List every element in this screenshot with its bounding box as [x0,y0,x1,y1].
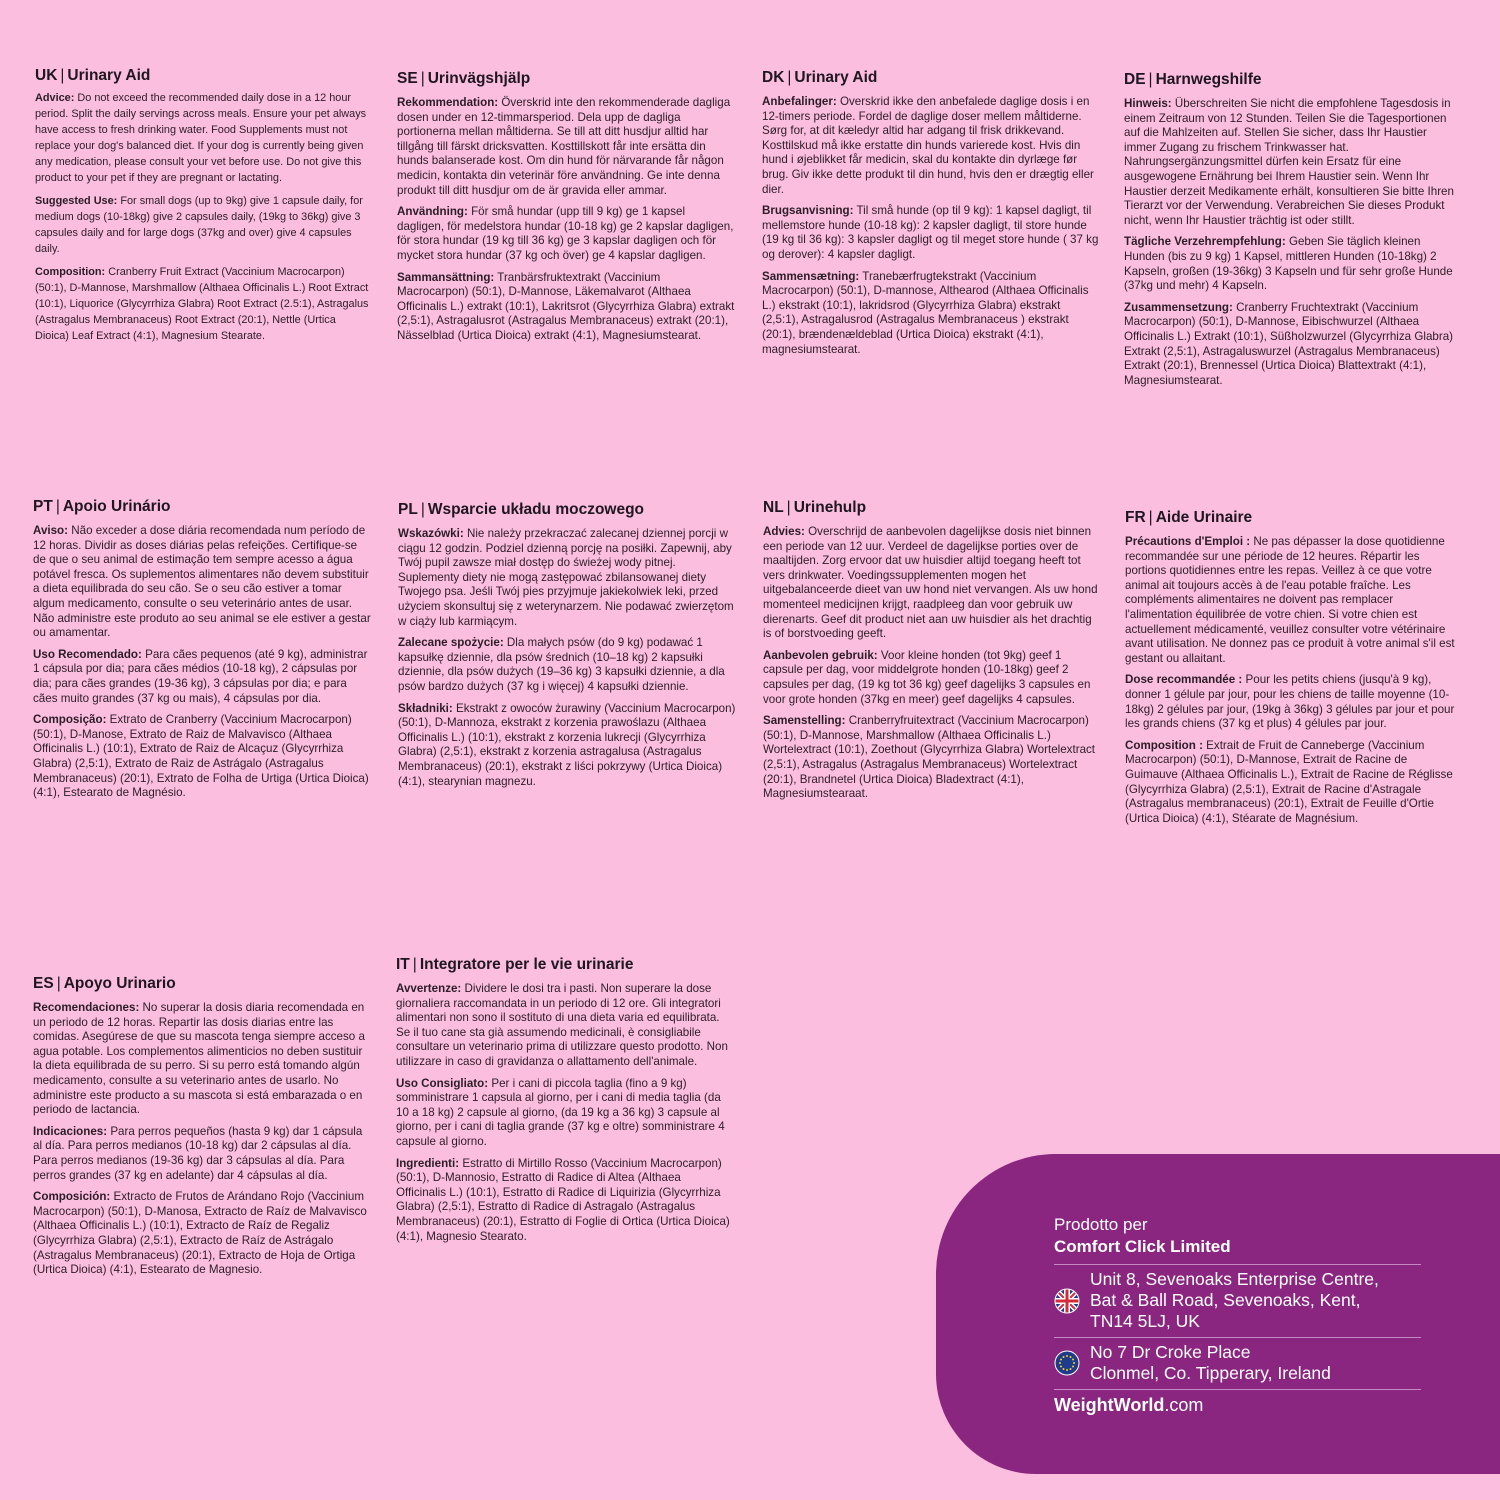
block-dk [762,69,1100,364]
eu-flag-icon [1054,1350,1080,1376]
block-heading: NL | Urinehulp [763,499,867,516]
uk-address-row [1054,1264,1421,1337]
composition-section: Composition: Cranberry Fruit Extract (Vaccinium Macrocarpon) (50:1), D-Mannose, Marshmallow (Althaea Officinalis L.) Root Extract (10:1), Liquorice (Glycyrrhiza Glabra) Root Extract (2.5:1), Astragalus (Astragalus Membranaceus) Root Extract (20:1), Nettle (Urtica Dioica) Leaf Extract (4:1), Magnesium Stearate. [35,266,369,342]
advice-section: Advice: Do not exceed the recommended daily dose in a 12 hour period. Split the daily servings across meals. Ensure your pet always have access to fresh drinking water. Food Supplements must not replace your dog's balanced diet. If your dog is currently being given any medication, please consult your vet before use. Do not give this product to your pet if they are pregnant or lactating. [35,92,367,184]
composition-section: Composição: Extrato de Cranberry (Vaccinium Macrocarpon) (50:1), D-Manose, Extrato de Raiz de Malvavisco (Althaea Officinalis L.) (10:1), Extrato de Raiz de Alcaçuz (Glycyrrhiza Glabra) (2,5:1), Extrato de Raiz de Astrágalo (Astragalus Membranaceus) (20:1), Extrato de Folha de Urtiga (Urtica Dioica) (4:1), Estearato de Magnésio. [33,713,369,800]
block-pl [398,501,736,796]
block-fr [1125,509,1463,833]
advice-section: Rekommendation: Överskrid inte den rekommenderade dagliga dosen under en 12-timmarsperiod. Dela upp de dagliga portionerna mellan måltiderna. Se till att ditt husdjur alltid har tillgång till färskt dricksvatten. Kosttillskott får inte ersätta din hunds balanserade kost. Om din hund för närvarande får någon medicin, kontakta din veterinär före användning. Ge inte denna produkt till ditt husdjur om de är gravida eller ammar. [397,96,731,197]
composition-section: Składniki: Ekstrakt z owoców żurawiny (Vaccinium Macrocarpon) (50:1), D-Mannoza, ekstrakt z korzenia prawoślazu (Althaea Officinalis L.) (10:1), ekstrakt z korzenia lukrecji (Glycyrrhiza Glabra) (2,5:1), ekstrakt z korzenia astragalusa (Astragalus Membranaceus) (20:1), ekstrakt z liści pokrzywy (Urtica Dioica) (4:1), stearynian magnezu. [398,701,736,788]
usage-section: Dose recommandée : Pour les petits chiens (jusqu'à 9 kg), donner 1 gélule par jour, pour les chiens de taille moyenne (10-18kg) 2 gélules par jour, (19kg à 36kg) 3 gélules par jour et pour les grands chiens (37 kg et plus) 4 gélules par jour. [1125,673,1455,731]
usage-section: Uso Recomendado: Para cães pequenos (até 9 kg), administrar 1 cápsula por dia; para cães médios (10-18 kg), 2 cápsulas por dia; para cães grandes (19-36 kg), 3 cápsulas por dia; e para cães muito grandes (37 kg ou mais), 4 cápsulas por dia. [33,647,368,705]
advice-section: Recomendaciones: No superar la dosis diaria recomendada en un periodo de 12 horas. Repartir las dosis diarias entre las comidas. Asegúrese de que su mascota tenga siempre acceso a agua potable. Los complementos alimenticios no deben sustituir la dieta equilibrada de su perro. Si su perro está tomando algún medicamento, consulte a su veterinario antes de usarlo. No administre este producto a su mascota si está embarazada o en periodo de lactancia. [33,1001,365,1117]
composition-section: Samenstelling: Cranberryfruitextract (Vaccinium Macrocarpon) (50:1), D-Mannose, Marshmallow (Althaea Officinalis L.) Wortelextract (10:1), Zoethout (Glycyrrhiza Glabra) Wortelextract (2,5:1), Astragalus (Astragalus Membranaceus) Wortelextract (20:1), Brandnetel (Urtica Dioica) Bladextract (4:1), Magnesiumstearaat. [763,714,1096,801]
composition-section: Zusammensetzung: Cranberry Fruchtextrakt (Vaccinium Macrocarpon) (50:1), D-Mannose, Eibischwurzel (Althaea Officinalis L.) Extrakt (10:1), Süßholzwurzel (Glycyrrhiza Glabra) Extrakt (2,5:1), Astragaluswurzel (Astragalus Membranaceus) Extrakt (20:1), Brennessel (Urtica Dioica) Blattextrakt (4:1), Magnesiumstearat. [1124,300,1454,387]
block-heading: PT | Apoio Urinário [33,498,171,515]
block-es [33,975,371,1285]
advice-section: Avvertenze: Dividere le dosi tra i pasti. Non superare la dose giornaliera raccomandata in un periodo di 12 ore. Gli integratori alimentari non sono il sostituto di una dieta varia ed equilibrata. Se il tuo cane sta già assumendo medicinali, è consigliabile consultare un veterinario prima di utilizzare questo prodotto. Non utilizzare in caso di gravidanza o allattamento dell'animale. [396,982,728,1068]
uk-address: Unit 8, Sevenoaks Enterprise Centre, Bat & Ball Road, Sevenoaks, Kent, TN14 5LJ, UK [1090,1269,1379,1331]
advice-section: Advies: Overschrijd de aanbevolen dagelijkse dosis niet binnen een periode van 12 uur. Verdeel de dagelijkse porties over de maaltijden. Zorg ervoor dat uw huisdier altijd toegang heeft tot vers drinkwater. Voedingssupplementen mogen het uitgebalanceerde dieet van uw hond niet vervangen. Als uw hond momenteel medicijnen krijgt, raadpleeg dan voor gebruik uw dierenarts. Geef dit product niet aan uw huisdier als het drachtig is of borstvoeding geeft. [763,525,1098,641]
eu-address-row [1054,1337,1421,1389]
block-heading: FR | Aide Urinaire [1125,509,1253,526]
company-name: Comfort Click Limited [1054,1237,1231,1256]
block-heading: UK | Urinary Aid [35,67,151,84]
advice-section: Wskazówki: Nie należy przekraczać zalecanej dziennej porcji w ciągu 12 godzin. Podziel dzienną porcję na posiłki. Zapewnij, aby Twój pupil zawsze miał dostęp do świeżej wody pitnej. Suplementy diety nie mogą zastępować zbilansowanej diety Twojego psa. Jeśli Twój pies przyjmuje jakiekolwiek leki, przed użyciem skonsultuj się z weterynarzem. Nie podawać zwierzętom w ciąży lub karmiącym. [398,527,734,628]
block-it [396,956,734,1251]
advice-section: Précautions d'Emploi : Ne pas dépasser la dose quotidienne recommandée sur une période de 12 heures. Répartir les portions quotidiennes entre les repas. Veillez à ce que votre animal ait toujours accès à de l'eau potable fraîche. Les compléments alimentaires ne doivent pas remplacer l'alimentation équilibrée de votre chien. Si votre chien est actuellement médicamenté, veuillez consulter votre vétérinaire avant utilisation. Ne donnez pas ce produit à votre animal s'il est gestant ou allaitant. [1125,535,1455,665]
made-by-label: Prodotto per [1054,1215,1148,1234]
advice-section: Hinweis: Überschreiten Sie nicht die empfohlene Tagesdosis in einem Zeitraum von 12 Stunden. Teilen Sie die Tagesportionen auf die Mahlzeiten auf. Stellen Sie sicher, dass Ihr Haustier immer Zugang zu frischem Trinkwasser hat. Nahrungsergänzungsmittel dürfen kein Ersatz für eine ausgewogene Ernährung bei Ihrem Haustier sein. Wenn Ihr Haustier derzeit Medikamente erhält, konsultieren Sie bitte Ihren Tierarzt vor der Verwendung. Verabreichen Sie dieses Produkt nicht, wenn Ihr Haustier trächtig ist oder stillt. [1124,97,1454,227]
block-heading: DK | Urinary Aid [762,69,878,86]
block-heading: DE | Harnwegshilfe [1124,71,1262,88]
usage-section: Användning: För små hundar (upp till 9 kg) ge 1 kapsel dagligen, för medelstora hundar (10-18 kg) ge 2 kapslar dagligen, för stora hundar (19 kg till 36 kg) ge 3 kapslar dagligen och för mycket stora hundar (37 kg och över) ge 4 kapslar dagligen. [397,205,734,262]
eu-address: No 7 Dr Croke Place Clonmel, Co. Tipperary, Ireland [1090,1342,1331,1383]
block-uk [35,67,370,351]
composition-section: Composición: Extracto de Frutos de Arándano Rojo (Vaccinium Macrocarpon) (50:1), D-Manosa, Extracto de Raíz de Malvavisco (Althaea Officinalis L.) (10:1), Extracto de Raíz de Regaliz (Glycyrrhiza Glabra) (2,5:1), Extracto de Raíz de Astrágalo (Astragalus Membranaceus) (20:1), Extracto de Hoja de Ortiga (Urtica Dioica) (4:1), Estearato de Magnesio. [33,1190,367,1277]
usage-section: Brugsanvisning: Til små hunde (op til 9 kg): 1 kapsel dagligt, til mellemstore hunde (10-18 kg): 2 kapsler dagligt, til store hunde (19 kg til 36 kg): 3 kapsler dagligt og til meget store hunde ( 37 kg og derover): 4 kapsler dagligt. [762,204,1099,261]
company-info [1054,1214,1421,1416]
usage-section: Uso Consigliato: Per i cani di piccola taglia (fino a 9 kg) somministrare 1 capsula al giorno, per i cani di media taglia (da 10 a 18 kg) 2 capsule al giorno, (da 19 kg a 36 kg) 3 capsule al giorno, per i cani di taglia grande (37 kg e oltre) somministrare 4 capsule al giorno. [396,1076,725,1148]
composition-section: Ingredienti: Estratto di Mirtillo Rosso (Vaccinium Macrocarpon) (50:1), D-Mannosio, Estratto di Radice di Altea (Althaea Officinalis L.) (10:1), Estratto di Radice di Liquirizia (Glycyrrhiza Glabra) (2,5:1), Estratto di Radice di Astragalo (Astragalus Membranaceus) (20:1), Estratto di Foglie di Ortica (Urtica Dioica) (4:1), Magnesio Stearato. [396,1156,730,1243]
usage-section: Indicaciones: Para perros pequeños (hasta 9 kg) dar 1 cápsula al día. Para perros medianos (10-18 kg) dar 2 cápsulas al día. Para perros medianos (19-36 kg) dar 3 cápsulas al día. Para perros grandes (37 kg en adelante) dar 4 cápsulas al día. [33,1124,363,1182]
block-de [1124,71,1462,395]
composition-section: Sammansättning: Tranbärsfruktextrakt (Vaccinium Macrocarpon) (50:1), D-Mannose, Läkemalvarot (Althaea Officinalis L.) extrakt (10:1), Lakritsrot (Glycyrrhiza Glabra) extrakt (2,5:1), Astragalusrot (Astragalus Membranaceus) extrakt (20:1), Nässelblad (Urtica Dioica) extrakt (4:1), Magnesiumstearat. [397,270,735,342]
usage-section: Zalecane spożycie: Dla małych psów (do 9 kg) podawać 1 kapsułkę dziennie, dla psów średnich (10–18 kg) 2 kapsułki dziennie, dla psów dużych (19–36 kg) 3 kapsułki dziennie, a dla psów bardzo dużych (37 kg i więcej) 4 kapsułki dziennie. [398,636,725,693]
uk-flag-icon [1054,1288,1080,1314]
composition-section: Sammensætning: Tranebærfrugtekstrakt (Vaccinium Macrocarpon) (50:1), D-mannose, Althearod (Althaea Officinalis L.) ekstrakt (10:1), lakridsrod (Glycyrrhiza Glabra) ekstrakt (2,5:1), Astragalusrod (Astragalus Membranaceus ) ekstrakt (20:1), brændenældeblad (Urtica Dioica) ekstrakt (4:1), magnesiumstearat. [762,269,1089,356]
block-pt [33,498,371,808]
block-heading: PL | Wsparcie układu moczowego [398,501,645,518]
advice-section: Anbefalinger: Overskrid ikke den anbefalede daglige dosis i en 12-timers periode. Fordel de daglige doser mellem måltiderne. Sørg for, at dit kæledyr altid har adgang til frisk drikkevand. Kosttilskud må ikke erstatte din hunds varierede kost. Hvis din hund i øjeblikket får medicin, skal du kontakte din dyrlæge før brug. Giv ikke dette produkt til din hund, hvis den er drægtig eller dier. [762,95,1094,196]
usage-section: Suggested Use: For small dogs (up to 9kg) give 1 capsule daily, for medium dogs (10-18kg) give 2 capsules daily, (19kg to 36kg) give 3 capsules daily and for large dogs (37kg and over) give 4 capsules daily. [35,195,363,255]
block-se [397,70,735,351]
block-nl [763,499,1101,809]
usage-section: Aanbevolen gebruik: Voor kleine honden (tot 9kg) geef 1 capsule per dag, voor middelgrote honden (10-18kg) geef 2 capsules per dag, (19 kg tot 36 kg) geef dagelijks 3 capsules en voor grote honden (37kg en meer) geef dagelijks 4 capsules. [763,648,1091,706]
block-heading: ES | Apoyo Urinario [33,975,176,992]
advice-section: Aviso: Não exceder a dose diária recomendada num período de 12 horas. Dividir as doses diárias pelas refeições. Certifique-se de que o seu animal de estimação tem sempre acesso a água potável fresca. Os suplementos alimentares não devem substituir a dieta equilibrada do seu cão. Se o seu cão estiver a tomar algum medicamento, consulte o seu veterinário antes de usar. Não administre este produto ao seu animal se ele estiver a gestar ou amamentar. [33,524,371,640]
block-heading: IT | Integratore per le vie urinarie [396,956,634,973]
usage-section: Tägliche Verzehrempfehlung: Geben Sie täglich kleinen Hunden (bis zu 9 kg) 1 Kapsel, mittleren Hunden (10-18kg) 2 Kapseln, großen (19-36kg) 3 Kapseln und für sehr große Hunde (37kg und mehr) 4 Kapseln. [1124,235,1453,293]
block-heading: SE | Urinvägshjälp [397,70,531,87]
website-link[interactable]: WeightWorld.com [1054,1389,1421,1416]
composition-section: Composition : Extrait de Fruit de Canneberge (Vaccinium Macrocarpon) (50:1), D-Mannose, Extrait de Racine de Guimauve (Althaea Officinalis L.), Extrait de Racine de Réglisse (Glycyrrhiza Glabra) (2,5:1), Extrait de Racine d'Astragale (Astragalus membranaceus) (20:1), Extrait de Feuille d'Ortie (Urtica Dioica) (4:1), Stéarate de Magnésium. [1125,738,1453,825]
